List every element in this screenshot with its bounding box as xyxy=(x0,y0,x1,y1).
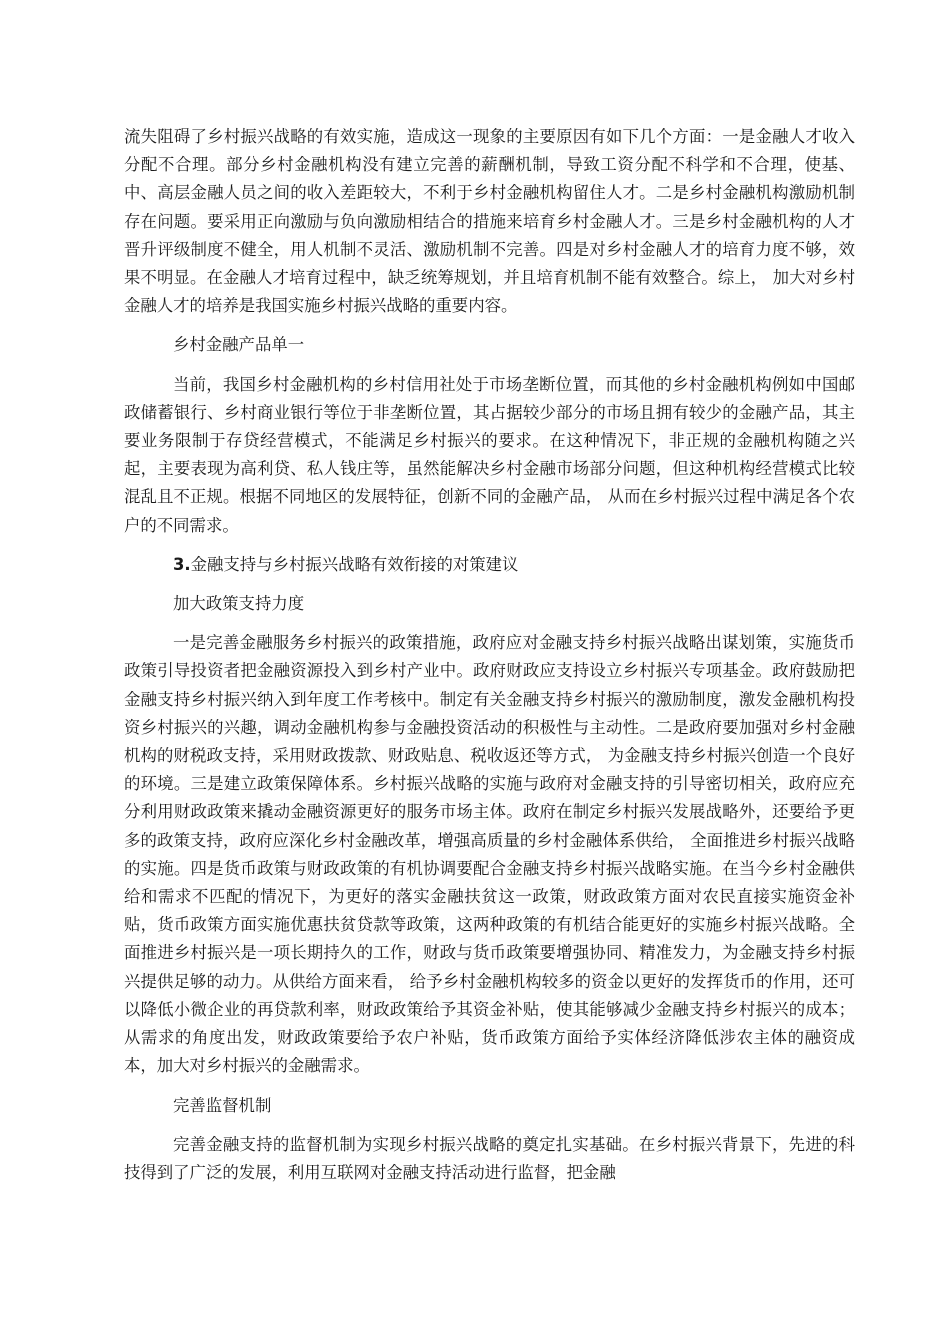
section-heading-3 xyxy=(124,551,855,579)
paragraph-talent-loss: 流失阻碍了乡村振兴战略的有效实施，造成这一现象的主要原因有如下几个方面：一是金融人才收入分配不合理。部分乡村金融机构没有建立完善的薪酬机制，导致工资分配不科学和不合理，使基、中、高层金融人员之间的收入差距较大，不利于乡村金融机构留住人才。二是乡村金融机构激励机制存在问题。要采用正向激励与负向激励相结合的措施来培育乡村金融人才。三是乡村金融机构的人才晋升评级制度不健全，用人机制不灵活、激励机制不完善。四是对乡村金融人才的培育力度不够，效果不明显。在金融人才培育过程中，缺乏统筹规划，并且培育机制不能有效整合。综上， 加大对乡村金融人才的培养是我国实施乡村振兴战略的重要内容。 xyxy=(124,127,855,316)
document-page xyxy=(124,123,855,1198)
section-number: 3. xyxy=(173,554,191,574)
subheading-single-financial-products: 乡村金融产品单一 xyxy=(173,335,305,355)
paragraph-financial-products: 当前，我国乡村金融机构的乡村信用社处于市场垄断位置，而其他的乡村金融机构例如中国邮政储蓄银行、乡村商业银行等位于非垄断位置，其占据较少部分的市场且拥有较少的金融产品，其主要业务限制于存贷经营模式，不能满足乡村振兴的要求。在这种情况下，非正规的金融机构随之兴起，主要表现为高利贷、私人钱庄等，虽然能解决乡村金融市场部分问题，但这种机构经营模式比较混乱且不正规。根据不同地区的发展特征，创新不同的金融产品， 从而在乡村振兴过程中满足各个农户的不同需求。 xyxy=(124,374,855,535)
subheading-supervision: 完善监督机制 xyxy=(173,1095,272,1115)
paragraph-supervision: 完善金融支持的监督机制为实现乡村振兴战略的奠定扎实基础。在乡村振兴背景下，先进的科技得到了广泛的发展，利用互联网对金融支持活动进行监督，把金融 xyxy=(124,1134,855,1182)
subheading-policy-support: 加大政策支持力度 xyxy=(173,594,305,614)
paragraph-policy-support: 一是完善金融服务乡村振兴的政策措施，政府应对金融支持乡村振兴战略出谋划策，实施货币政策引导投资者把金融资源投入到乡村产业中。政府财政应支持设立乡村振兴专项基金。政府鼓励把金融支持乡村振兴纳入到年度工作考核中。制定有关金融支持乡村振兴的激励制度，激发金融机构投资乡村振兴的兴趣，调动金融机构参与金融投资活动的积极性与主动性。二是政府要加强对乡村金融机构的财税政支持，采用财政拨款、财政贴息、税收返还等方式， 为金融支持乡村振兴创造一个良好的环境。三是建立政策保障体系。乡村振兴战略的实施与政府对金融支持的引导密切相关，政府应充分利用财政政策来撬动金融资源更好的服务市场主体。政府在制定乡村振兴发展战略外，还要给予更多的政策支持，政府应深化乡村金融改革，增强高质量的乡村金融体系供给， 全面推进乡村振兴战略的实施。四是货币政策与财政政策的有机协调要配合金融支持乡村振兴战略实施。在当今乡村金融供给和需求不匹配的情况下，为更好的落实金融扶贫这一政策，财政政策方面对农民直接实施资金补贴，货币政策方面实施优惠扶贫贷款等政策，这两种政策的有机结合能更好的实施乡村振兴战略。全面推进乡村振兴是一项长期持久的工作，财政与货币政策要增强协同、精准发力，为金融支持乡村振兴提供足够的动力。从供给方面来看， 给予乡村金融机构较多的资金以更好的发挥货币的作用，还可以降低小微企业的再贷款利率，财政政策给予其资金补贴，使其能够减少金融支持乡村振兴的成本；从需求的角度出发，财政政策要给予农户补贴，货币政策方面给予实体经济降低涉农主体的融资成本，加大对乡村振兴的金融需求。 xyxy=(124,633,855,1076)
section-title: 金融支持与乡村振兴战略有效衔接的对策建议 xyxy=(190,554,519,574)
